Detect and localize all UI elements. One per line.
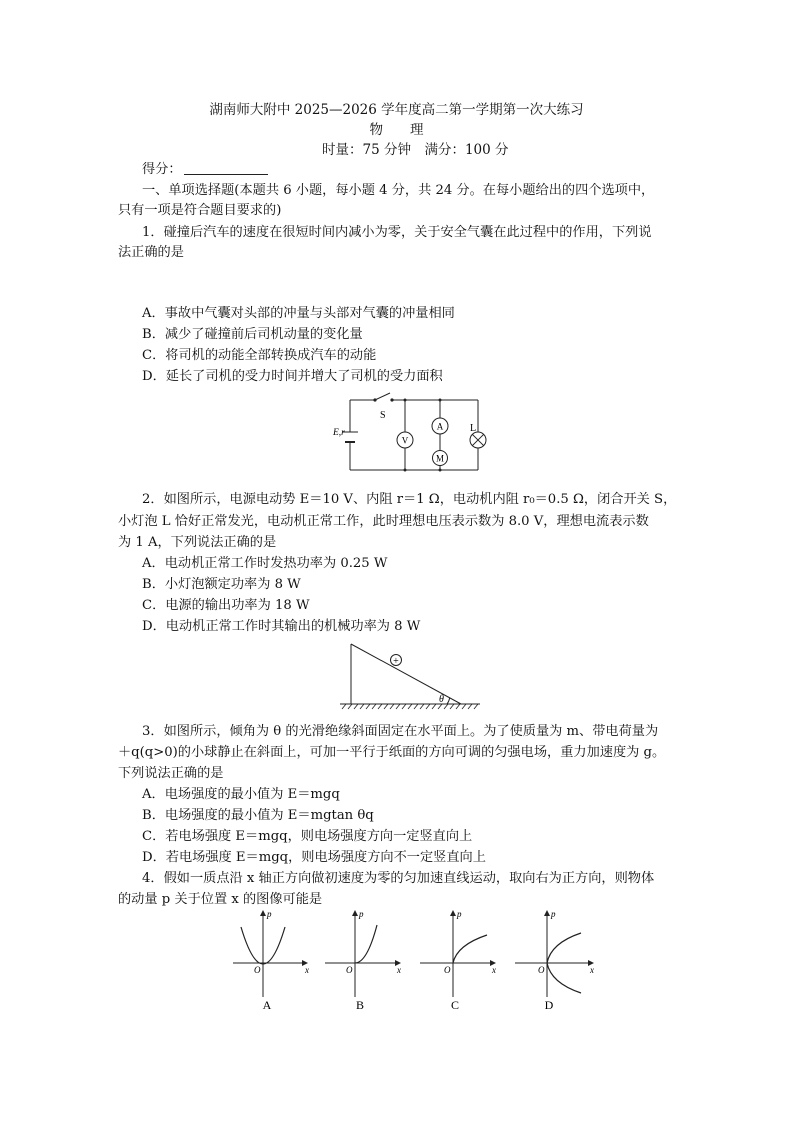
q3-stem-line1: 3．如图所示，倾角为 θ 的光滑绝缘斜面固定在水平面上。为了使质量为 m、带电荷量为 <box>142 724 659 739</box>
q3-stem-line2: ＋q(q>0)的小球静止在斜面上，可加一平行于纸面的方向可调的匀强电场，重力加速度为 g。 <box>118 745 666 760</box>
graph-a-origin: O <box>254 965 261 975</box>
q3-stem-line3: 下列说法正确的是 <box>118 766 224 781</box>
graph-c-origin: O <box>444 965 451 975</box>
graph-c <box>420 909 496 1012</box>
graph-c-label: C <box>450 998 460 1012</box>
graph-b-axis-p: p <box>359 909 364 919</box>
graph-c-axis-p: p <box>457 909 462 919</box>
q4-stem-line1: 4．假如一质点沿 x 轴正方向做初速度为零的匀加速直线运动，取向右为正方向，则物体 <box>142 871 655 886</box>
q2-option-a: A．电动机正常工作时发热功率为 0.25 W <box>142 556 388 571</box>
q2-stem-line3: 为 1 A，下列说法正确的是 <box>118 535 277 550</box>
q2-stem-line1: 2．如图所示，电源电动势 E＝10 V、内阻 r＝1 Ω，电动机内阻 r₀＝0.5 Ω，闭合开关 S， <box>142 492 677 507</box>
score-blank[interactable] <box>184 160 268 175</box>
voltmeter-icon: V <box>401 435 409 446</box>
charged-ball-icon: + <box>393 656 399 667</box>
graph-b <box>325 909 401 1012</box>
graph-a-axis-p: p <box>267 909 272 919</box>
section1-heading-line2: 只有一项是符合题目要求的) <box>118 203 282 218</box>
q3-option-d: D．若电场强度 E＝mgq，则电场强度方向不一定竖直向上 <box>142 850 486 865</box>
graph-b-label: B <box>355 998 365 1012</box>
ammeter-icon: A <box>436 421 444 432</box>
q1-option-c: C．将司机的动能全部转换成汽车的动能 <box>142 348 377 363</box>
time-info: 时量：75 分钟 满分：100 分 <box>322 142 509 158</box>
q3-option-b: B．电场强度的最小值为 E＝mgtan θq <box>142 808 374 823</box>
graph-a-axis-x: x <box>305 965 309 975</box>
q1-option-b: B．减少了碰撞前后司机动量的变化量 <box>142 327 363 342</box>
section1-heading-line1: 一、单项选择题(本题共 6 小题，每小题 4 分，共 24 分。在每小题给出的四个选项中， <box>142 183 655 198</box>
angle-label: θ <box>439 694 444 705</box>
q4-stem-line2: 的动量 p 关于位置 x 的图像可能是 <box>118 892 323 907</box>
motor-icon: M <box>435 453 445 464</box>
graph-d-label: D <box>544 998 554 1012</box>
graph-d-origin: O <box>538 965 545 975</box>
subject-title: 物 理 <box>369 122 424 138</box>
q2-option-b: B．小灯泡额定功率为 8 W <box>142 577 301 592</box>
q1-option-a: A．事故中气囊对头部的冲量与头部对气囊的冲量相同 <box>142 306 455 321</box>
q2-option-c: C．电源的输出功率为 18 W <box>142 598 310 613</box>
graph-b-axis-x: x <box>397 965 401 975</box>
graph-b-origin: O <box>346 965 353 975</box>
graph-a-label: A <box>262 998 272 1012</box>
q2-option-d: D．电动机正常工作时其输出的机械功率为 8 W <box>142 619 421 634</box>
graph-d-axis-x: x <box>590 965 594 975</box>
graph-a <box>233 909 309 1012</box>
q1-stem-line1: 1．碰撞后汽车的速度在很短时间内减小为零，关于安全气囊在此过程中的作用，下列说 <box>142 225 652 240</box>
lamp-label: L <box>470 423 477 434</box>
exam-title: 湖南师大附中 2025—2026 学年度高二第一学期第一次大练习 <box>209 102 584 118</box>
q1-option-d: D．延长了司机的受力时间并增大了司机的受力面积 <box>142 369 443 384</box>
q3-option-a: A．电场强度的最小值为 E＝mgq <box>142 787 340 802</box>
q2-stem-line2: 小灯泡 L 恰好正常发光，电动机正常工作，此时理想电压表示数为 8.0 V，理想电流表示数 <box>118 514 649 529</box>
source-label: E,r <box>333 428 345 438</box>
incline-diagram <box>335 638 485 718</box>
graph-d <box>515 909 594 1012</box>
circuit-diagram <box>330 390 500 485</box>
score-label: 得分： <box>142 162 182 177</box>
switch-label: S <box>380 410 386 421</box>
q3-option-c: C．若电场强度 E＝mgq，则电场强度方向一定竖直向上 <box>142 829 473 844</box>
score-row <box>142 160 702 180</box>
q4-graphs <box>225 905 610 1015</box>
graph-d-axis-p: p <box>551 909 556 919</box>
q1-stem-line2: 法正确的是 <box>118 245 184 260</box>
graph-c-axis-x: x <box>492 965 496 975</box>
